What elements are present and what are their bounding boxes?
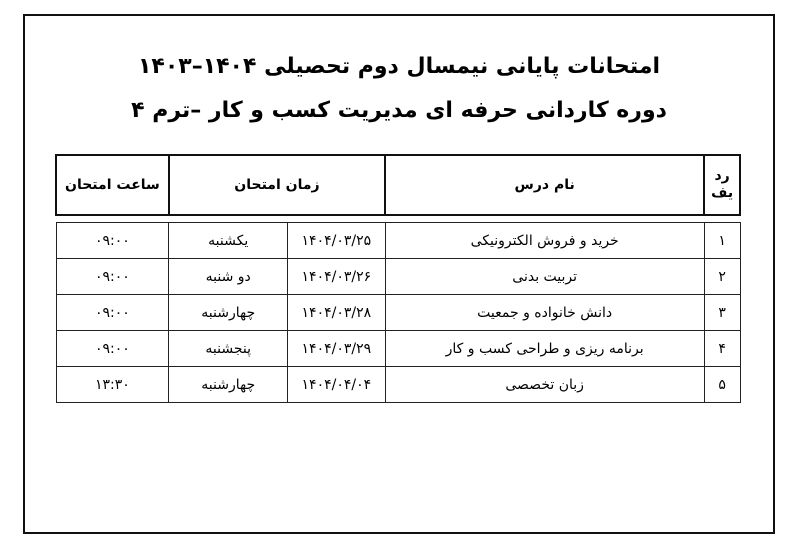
table-spacer (56, 215, 740, 223)
spacer-cell (288, 215, 385, 223)
cell-date: ۱۴۰۴/۰۴/۰۴ (288, 367, 385, 403)
header-course: نام درس (385, 155, 704, 215)
cell-day: پنجشنبه (169, 331, 288, 367)
cell-date: ۱۴۰۴/۰۳/۲۹ (288, 331, 385, 367)
cell-date: ۱۴۰۴/۰۳/۲۶ (288, 259, 385, 295)
document-title: امتحانات پایانی نیمسال دوم تحصیلی ۱۴۰۴–۱۴۰۳ (137, 54, 660, 79)
spacer-cell (385, 215, 704, 223)
table-row (56, 331, 740, 367)
document-subtitle: دوره کاردانی حرفه ای مدیریت کسب و کار –ترم ۴ (131, 98, 667, 123)
cell-index: ۲ (704, 259, 740, 295)
cell-time: ۰۹:۰۰ (56, 331, 169, 367)
cell-index: ۵ (704, 367, 740, 403)
cell-time: ۱۳:۳۰ (56, 367, 169, 403)
table-header-row (56, 155, 740, 215)
cell-course: برنامه ریزی و طراحی کسب و کار (385, 331, 704, 367)
header-index: رد یف (704, 155, 740, 215)
cell-course: تربیت بدنی (385, 259, 704, 295)
cell-course: خرید و فروش الکترونیکی (385, 223, 704, 259)
cell-date: ۱۴۰۴/۰۳/۲۸ (288, 295, 385, 331)
cell-date: ۱۴۰۴/۰۳/۲۵ (288, 223, 385, 259)
table-row (56, 223, 740, 259)
cell-time: ۰۹:۰۰ (56, 223, 169, 259)
spacer-cell (56, 215, 169, 223)
table-row (56, 367, 740, 403)
cell-time: ۰۹:۰۰ (56, 259, 169, 295)
exam-schedule-table (55, 154, 741, 403)
cell-index: ۴ (704, 331, 740, 367)
cell-index: ۳ (704, 295, 740, 331)
cell-day: چهارشنبه (169, 295, 288, 331)
cell-course: دانش خانواده و جمعیت (385, 295, 704, 331)
cell-time: ۰۹:۰۰ (56, 295, 169, 331)
header-exam-date: زمان امتحان (169, 155, 385, 215)
cell-course: زبان تخصصی (385, 367, 704, 403)
spacer-cell (169, 215, 288, 223)
cell-day: دو شنبه (169, 259, 288, 295)
cell-day: یکشنبه (169, 223, 288, 259)
cell-index: ۱ (704, 223, 740, 259)
spacer-cell (704, 215, 740, 223)
table-row (56, 259, 740, 295)
header-exam-time: ساعت امتحان (56, 155, 169, 215)
table-row (56, 295, 740, 331)
cell-day: چهارشنبه (169, 367, 288, 403)
